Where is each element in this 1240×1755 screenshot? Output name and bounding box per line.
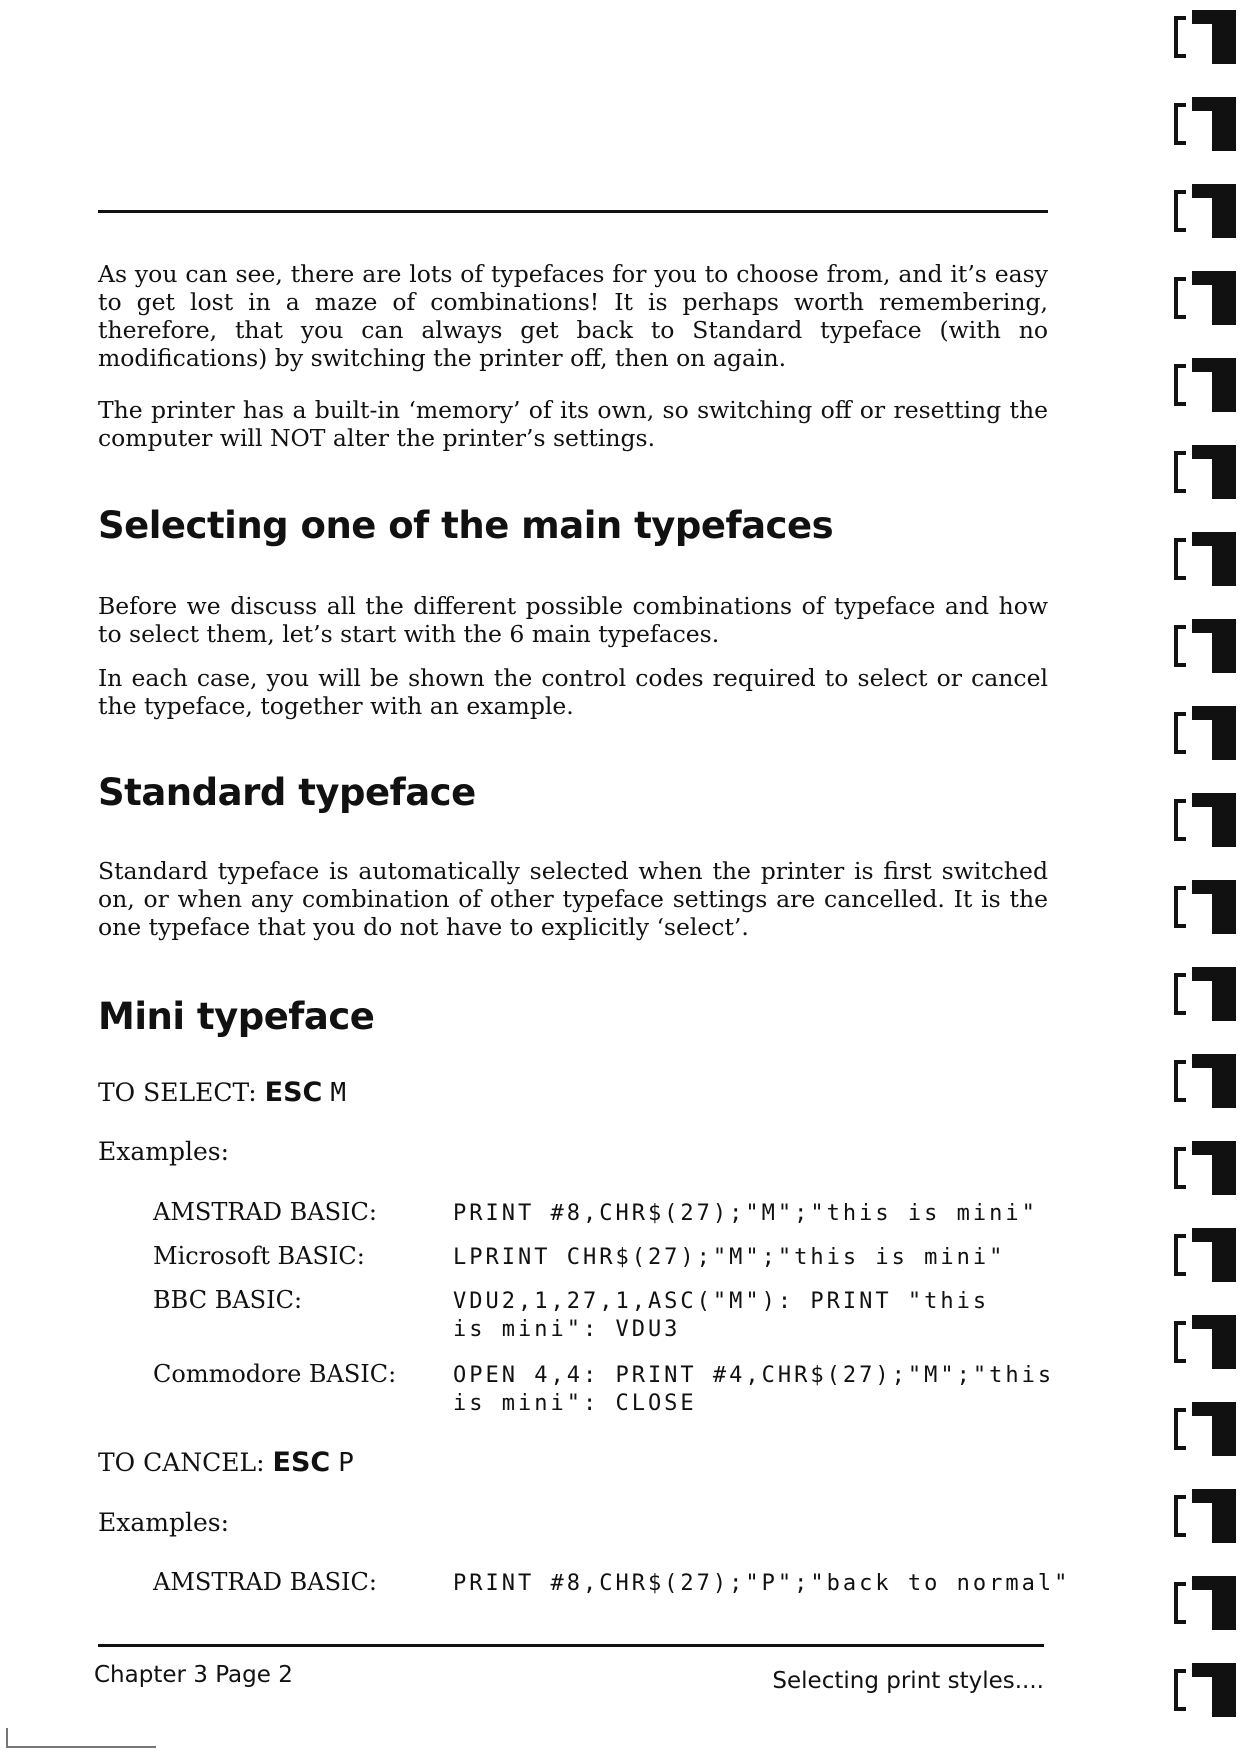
binding-coil <box>1212 1677 1236 1717</box>
binding-coil <box>1212 459 1236 499</box>
heading-main-typefaces: Selecting one of the main typefaces <box>98 504 834 547</box>
binding-coil <box>1212 894 1236 934</box>
binding-coil <box>1192 1054 1236 1068</box>
binding-coil <box>1192 967 1236 981</box>
binding-ring <box>1176 1062 1186 1100</box>
binding-ring <box>1176 540 1186 578</box>
binding-coil <box>1192 358 1236 372</box>
binding-ring <box>1176 105 1186 143</box>
binding-coil <box>1212 285 1236 325</box>
main-paragraph-1: Before we discuss all the different possible combinations of typeface and how to select them, let’s start with the 6 main typefaces. <box>98 592 1048 648</box>
example-code: PRINT #8,CHR$(27);"P";"back to normal" <box>453 1571 1071 1596</box>
binding-ring <box>1176 975 1186 1013</box>
binding-coil <box>1212 981 1236 1021</box>
binding-ring <box>1176 627 1186 665</box>
binding-coil <box>1212 720 1236 760</box>
binding-coil <box>1192 1402 1236 1416</box>
example-code: VDU2,1,27,1,ASC("M"): PRINT "this is mini": VDU3 <box>453 1289 990 1342</box>
example-language: AMSTRAD BASIC: <box>153 1198 377 1226</box>
binding-ring <box>1176 192 1186 230</box>
example-code: LPRINT CHR$(27);"M";"this is mini" <box>453 1245 1006 1270</box>
binding-coil <box>1192 1228 1236 1242</box>
select-esc-code: ESC <box>264 1077 323 1108</box>
binding-ring <box>1176 1149 1186 1187</box>
binding-coil <box>1192 271 1236 285</box>
binding-coil <box>1192 793 1236 807</box>
binding-coil <box>1192 1489 1236 1503</box>
binding-ring <box>1176 1236 1186 1274</box>
binding-coil <box>1212 807 1236 847</box>
binding-coil <box>1212 633 1236 673</box>
binding-coil <box>1212 1155 1236 1195</box>
binding-coil <box>1192 10 1236 24</box>
binding-coil <box>1212 372 1236 412</box>
binding-coil <box>1192 706 1236 720</box>
cancel-key-code: P <box>338 1448 354 1478</box>
heading-standard-typeface: Standard typeface <box>98 771 476 814</box>
binding-coil <box>1192 97 1236 111</box>
cancel-examples-label: Examples: <box>98 1508 230 1537</box>
binding-coil <box>1192 1663 1236 1677</box>
scan-edge-tick <box>6 1728 8 1748</box>
main-paragraph-2: In each case, you will be shown the control codes required to select or cancel the typeface, together with an example. <box>98 664 1048 720</box>
binding-ring <box>1176 888 1186 926</box>
binding-ring <box>1176 366 1186 404</box>
binding-ring <box>1176 1323 1186 1361</box>
standard-paragraph: Standard typeface is automatically selected when the printer is first switched on, or when any combination of other typeface settings are cancelled. It is the one typeface that you do not have to explicitly ‘select’. <box>98 857 1048 941</box>
binding-coil <box>1212 1503 1236 1543</box>
scan-edge-line <box>6 1746 156 1748</box>
spiral-binding <box>1172 0 1240 1755</box>
intro-paragraph-2: The printer has a built-in ‘memory’ of its own, so switching off or resetting the computer will NOT alter the printer’s settings. <box>98 396 1048 452</box>
example-language: BBC BASIC: <box>153 1286 303 1314</box>
binding-coil <box>1192 619 1236 633</box>
example-language: AMSTRAD BASIC: <box>153 1568 377 1596</box>
binding-coil <box>1212 1329 1236 1369</box>
binding-coil <box>1212 24 1236 64</box>
to-cancel-label: TO CANCEL: <box>98 1448 273 1477</box>
binding-coil <box>1192 445 1236 459</box>
intro-paragraph-1: As you can see, there are lots of typefaces for you to choose from, and it’s easy to get lost in a maze of combinations! It is perhaps worth remembering, therefore, that you can always get back to Standard typeface (with no modifications) by switching the printer off, then on again. <box>98 260 1048 372</box>
top-rule <box>98 210 1048 213</box>
example-code: OPEN 4,4: PRINT #4,CHR$(27);"M";"this is mini": CLOSE <box>453 1363 1055 1416</box>
footer-section-title: Selecting print styles.... <box>772 1668 1044 1694</box>
binding-coil <box>1212 1416 1236 1456</box>
to-cancel-line <box>98 1447 354 1478</box>
example-language: Microsoft BASIC: <box>153 1242 365 1270</box>
binding-ring <box>1176 1410 1186 1448</box>
binding-coil <box>1212 198 1236 238</box>
binding-ring <box>1176 453 1186 491</box>
binding-coil <box>1212 546 1236 586</box>
heading-mini-typeface: Mini typeface <box>98 995 375 1038</box>
binding-ring <box>1176 714 1186 752</box>
binding-ring <box>1176 279 1186 317</box>
example-language: Commodore BASIC: <box>153 1360 397 1388</box>
binding-coil <box>1212 1068 1236 1108</box>
cancel-esc-code: ESC <box>272 1447 331 1478</box>
binding-coil <box>1192 1576 1236 1590</box>
examples-label: Examples: <box>98 1137 230 1166</box>
binding-coil <box>1192 880 1236 894</box>
binding-coil <box>1192 1141 1236 1155</box>
binding-ring <box>1176 18 1186 56</box>
binding-coil <box>1192 532 1236 546</box>
binding-coil <box>1212 111 1236 151</box>
to-select-label: TO SELECT: <box>98 1078 265 1107</box>
binding-coil <box>1192 1315 1236 1329</box>
binding-ring <box>1176 1497 1186 1535</box>
select-key-code: M <box>330 1078 346 1108</box>
binding-ring <box>1176 1584 1186 1622</box>
binding-coil <box>1212 1242 1236 1282</box>
binding-coil <box>1212 1590 1236 1630</box>
footer-page-number: Chapter 3 Page 2 <box>94 1662 293 1688</box>
binding-coil <box>1192 184 1236 198</box>
to-select-line <box>98 1077 346 1108</box>
binding-ring <box>1176 801 1186 839</box>
example-code: PRINT #8,CHR$(27);"M";"this is mini" <box>453 1201 1038 1226</box>
bottom-rule <box>98 1644 1044 1647</box>
binding-ring <box>1176 1671 1186 1709</box>
